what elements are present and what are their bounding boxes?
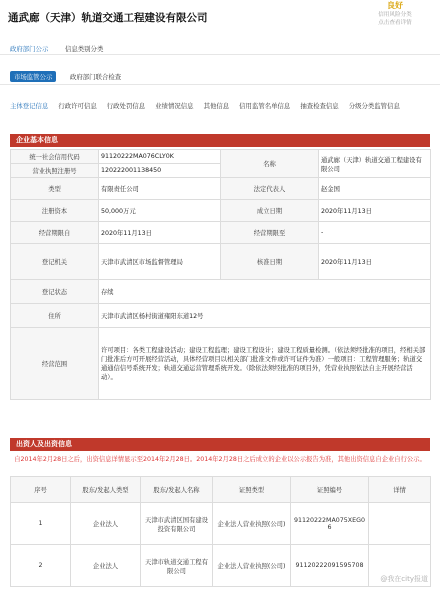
cell-label: 类型 [11, 178, 99, 200]
column-header: 证照类型 [213, 477, 291, 503]
cell-value: - [319, 222, 431, 244]
column-header: 股东/发起人名称 [141, 477, 213, 503]
cell-value: 赵金国 [319, 178, 431, 200]
watermark: @我在city报道 [380, 575, 428, 583]
table-row [11, 150, 431, 164]
cell-name: 天津市轨道交通工程有限公司 [141, 545, 213, 587]
section-basic-info: 企业基本信息 [10, 134, 430, 147]
cell-license-no: 91120222MA075XEG06 [291, 503, 369, 545]
cell-value: 存续 [99, 280, 431, 304]
cell-value: 天津市武清区杨村街道雍阳东道12号 [99, 304, 431, 328]
credit-rating[interactable] [360, 0, 430, 27]
credit-level: 良好 [387, 1, 403, 10]
column-header: 序号 [11, 477, 71, 503]
subtab-other[interactable]: 其他信息 [203, 102, 230, 110]
header [0, 0, 440, 34]
subtab-performance[interactable]: 业绩情况信息 [155, 102, 194, 110]
cell-license-type: 企业法人营业执照(公司) [213, 503, 291, 545]
cell-value: 2020年11月13日 [319, 200, 431, 222]
credit-sub2[interactable]: 点击查看详情 [378, 20, 412, 26]
cell-license-type: 企业法人营业执照(公司) [213, 545, 291, 587]
subtab-license[interactable]: 行政许可信息 [58, 102, 97, 110]
cell-label: 注册资本 [11, 200, 99, 222]
cell-value: 120222001138450 [99, 164, 221, 178]
cell-type: 企业法人 [71, 545, 141, 587]
shareholder-notice: 自2014年2月28日之后，出资信息详情显示至2014年2月28日。2014年2月28日之后成立的企业以公示报告为准，其他出资信息自企业自行公示。 [14, 456, 426, 463]
table-row [11, 280, 431, 304]
credit-sub1: 信用风险分类 [378, 12, 412, 18]
section-shareholders: 出资人及出资信息 [10, 438, 430, 451]
cell-value: 天津市武清区市场监督管理局 [99, 244, 221, 280]
cell-value: 2020年11月13日 [319, 244, 431, 280]
tab-market-supervision[interactable]: 市场监管公示 [10, 71, 56, 82]
cell-label: 登记机关 [11, 244, 99, 280]
cell-value: 91120222MA076CLY0K [99, 150, 221, 164]
table-row [11, 328, 431, 400]
company-name: 通武廊（天津）轨道交通工程建设有限公司 [8, 12, 208, 24]
tabs-row2 [0, 68, 440, 85]
table-row [11, 222, 431, 244]
cell-detail[interactable] [369, 503, 431, 545]
table-row [11, 503, 431, 545]
subtab-classification[interactable]: 分级分类监管信息 [348, 102, 400, 110]
column-header: 详情 [369, 477, 431, 503]
basic-info-table [10, 149, 431, 400]
table-row [11, 304, 431, 328]
table-row [11, 200, 431, 222]
cell-label: 名称 [221, 150, 319, 178]
cell-label: 住所 [11, 304, 99, 328]
cell-type: 企业法人 [71, 503, 141, 545]
cell-index: 1 [11, 503, 71, 545]
tab-joint-inspection[interactable]: 政府部门联合检查 [70, 73, 122, 81]
tab-gov-public[interactable]: 政府部门公示 [10, 45, 49, 53]
subtab-registration[interactable]: 主体登记信息 [10, 102, 49, 110]
subtabs [10, 101, 430, 112]
cell-index: 2 [11, 545, 71, 587]
cell-label: 经营范围 [11, 328, 99, 400]
cell-value: 2020年11月13日 [99, 222, 221, 244]
column-header: 股东/发起人类型 [71, 477, 141, 503]
shareholder-table [10, 476, 431, 587]
cell-value: 有限责任公司 [99, 178, 221, 200]
cell-label: 法定代表人 [221, 178, 319, 200]
tab-info-category[interactable]: 信息类别分类 [65, 45, 104, 53]
cell-value: 50,000万元 [99, 200, 221, 222]
subtab-inspection[interactable]: 抽查检查信息 [300, 102, 339, 110]
cell-value: 许可项目：各类工程建设活动；建设工程监理；建设工程设计；建设工程质量检测。（依法须经批准的项目，经相关部门批准后方可开展经营活动，具体经营项目以相关部门批准文件或许可证件为准）一般项目：工程管理服务；轨道交通通信信号系统开发；轨道交通运营管理系统开发。（除依法须经批准的项目外，凭营业执照依法自主开展经营活动）。 [99, 328, 431, 400]
subtab-penalty[interactable]: 行政处罚信息 [106, 102, 146, 110]
cell-label: 核准日期 [221, 244, 319, 280]
cell-label: 经营期限至 [221, 222, 319, 244]
cell-label: 统一社会信用代码 [11, 150, 99, 164]
column-header: 证照编号 [291, 477, 369, 503]
cell-label: 经营期限自 [11, 222, 99, 244]
cell-label: 成立日期 [221, 200, 319, 222]
cell-label: 登记状态 [11, 280, 99, 304]
cell-value: 通武廊（天津）轨道交通工程建设有限公司 [319, 150, 431, 178]
cell-name: 天津市武清区国有建设投资有限公司 [141, 503, 213, 545]
subtab-credit-list[interactable]: 信用监管名单信息 [239, 102, 291, 110]
table-row [11, 244, 431, 280]
table-row [11, 178, 431, 200]
cell-license-no: 91120222091595708 [291, 545, 369, 587]
cell-label: 营业执照注册号 [11, 164, 99, 178]
table-header-row [11, 477, 431, 503]
table-row [11, 545, 431, 587]
tabs-row1 [0, 40, 440, 55]
